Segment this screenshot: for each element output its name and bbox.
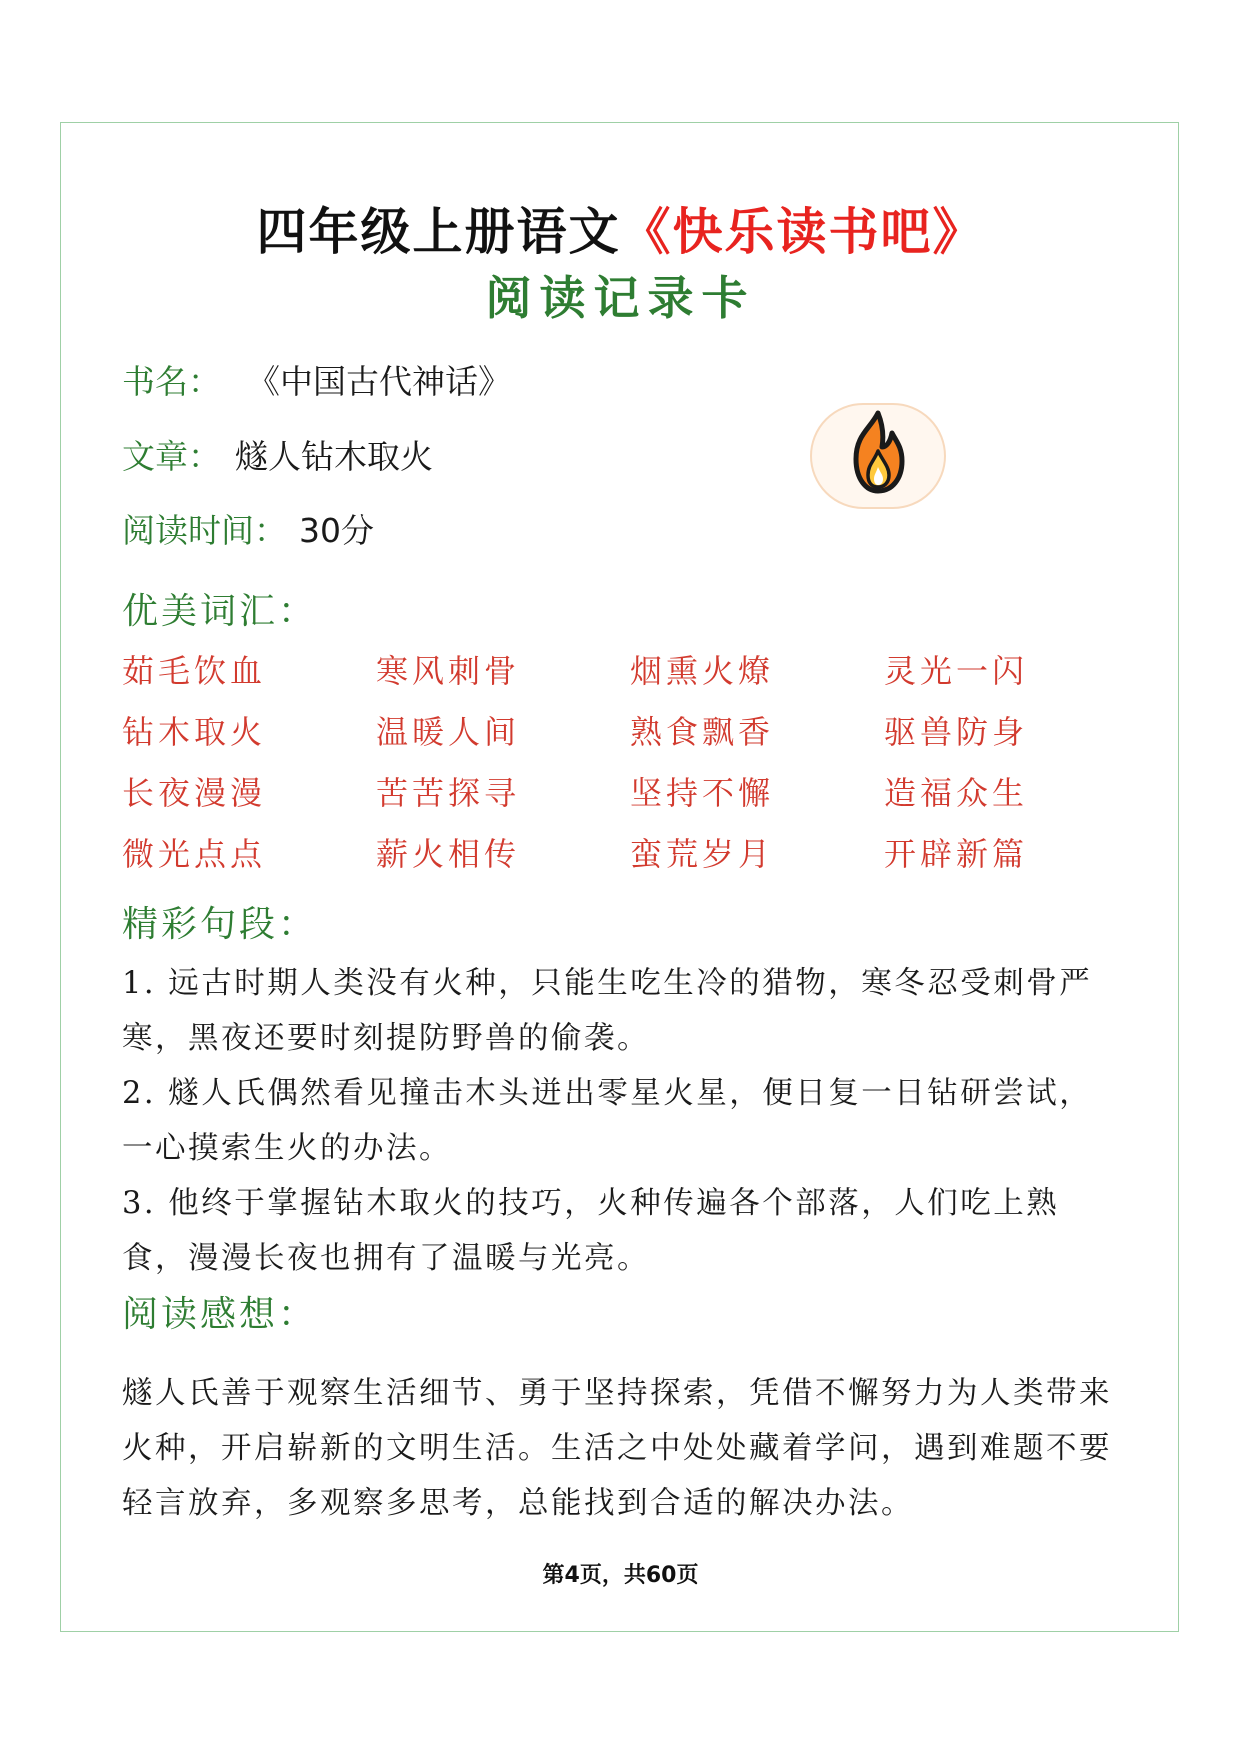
vocab-word: 造福众生 — [884, 774, 1029, 812]
vocab-word: 驱兽防身 — [884, 713, 1029, 751]
reading-time-value: 30分 — [299, 511, 374, 550]
article-value: 燧人钻木取火 — [235, 437, 433, 476]
vocab-word: 开辟新篇 — [884, 835, 1029, 873]
sentence-item: 2. 燧人氏偶然看见撞击木头迸出零星火星，便日复一日钻研尝试，一心摸索生火的办法。 — [122, 1076, 1093, 1166]
vocab-word: 灵光一闪 — [884, 652, 1029, 690]
page-title — [0, 192, 1241, 264]
thoughts-text: 燧人氏善于观察生活细节、勇于坚持探索，凭借不懈努力为人类带来火种，开启崭新的文明生活。生活之中处处藏着学问，遇到难题不要轻言放弃，多观察多思考，总能找到合适的解决办法。 — [122, 1376, 1112, 1521]
book-value: 《中国古代神话》 — [247, 362, 511, 401]
vocab-word: 寒风刺骨 — [376, 652, 521, 690]
sentences-heading: 精彩句段： — [122, 904, 318, 945]
sentence-item: 3. 他终于掌握钻木取火的技巧，火种传遍各个部落，人们吃上熟食，漫漫长夜也拥有了温暖与光亮。 — [122, 1186, 1060, 1276]
page-footer: 第4页，共60页 — [542, 1563, 699, 1588]
sentence-item: 1. 远古时期人类没有火种，只能生吃生冷的猎物，寒冬忍受刺骨严寒，黑夜还要时刻提防野兽的偷袭。 — [122, 966, 1093, 1056]
reading-time-row — [122, 505, 374, 552]
vocab-word: 微光点点 — [122, 835, 267, 873]
vocab-word: 温暖人间 — [376, 713, 521, 751]
book-row — [122, 356, 511, 403]
vocab-word: 苦苦探寻 — [376, 774, 521, 812]
fire-icon — [812, 405, 944, 507]
fire-icon-badge — [810, 403, 946, 509]
vocab-word: 长夜漫漫 — [122, 774, 267, 812]
title-part2: 《快乐读书吧》 — [620, 203, 985, 261]
article-row — [122, 431, 433, 478]
reading-time-label: 阅读时间： — [122, 511, 287, 550]
page-subtitle: 阅读记录卡 — [485, 271, 756, 325]
vocab-word: 烟熏火燎 — [630, 652, 775, 690]
vocab-heading: 优美词汇： — [122, 591, 318, 632]
article-label: 文章： — [122, 437, 221, 476]
vocab-word: 蛮荒岁月 — [630, 835, 775, 873]
vocab-word: 坚持不懈 — [630, 774, 775, 812]
vocab-word: 茹毛饮血 — [122, 652, 267, 690]
title-part1: 四年级上册语文 — [256, 203, 621, 261]
book-label: 书名： — [122, 362, 221, 401]
vocab-word: 薪火相传 — [376, 835, 521, 873]
thoughts-heading: 阅读感想： — [122, 1294, 318, 1335]
vocab-word: 熟食飘香 — [630, 713, 775, 751]
vocab-word: 钻木取火 — [122, 713, 267, 751]
